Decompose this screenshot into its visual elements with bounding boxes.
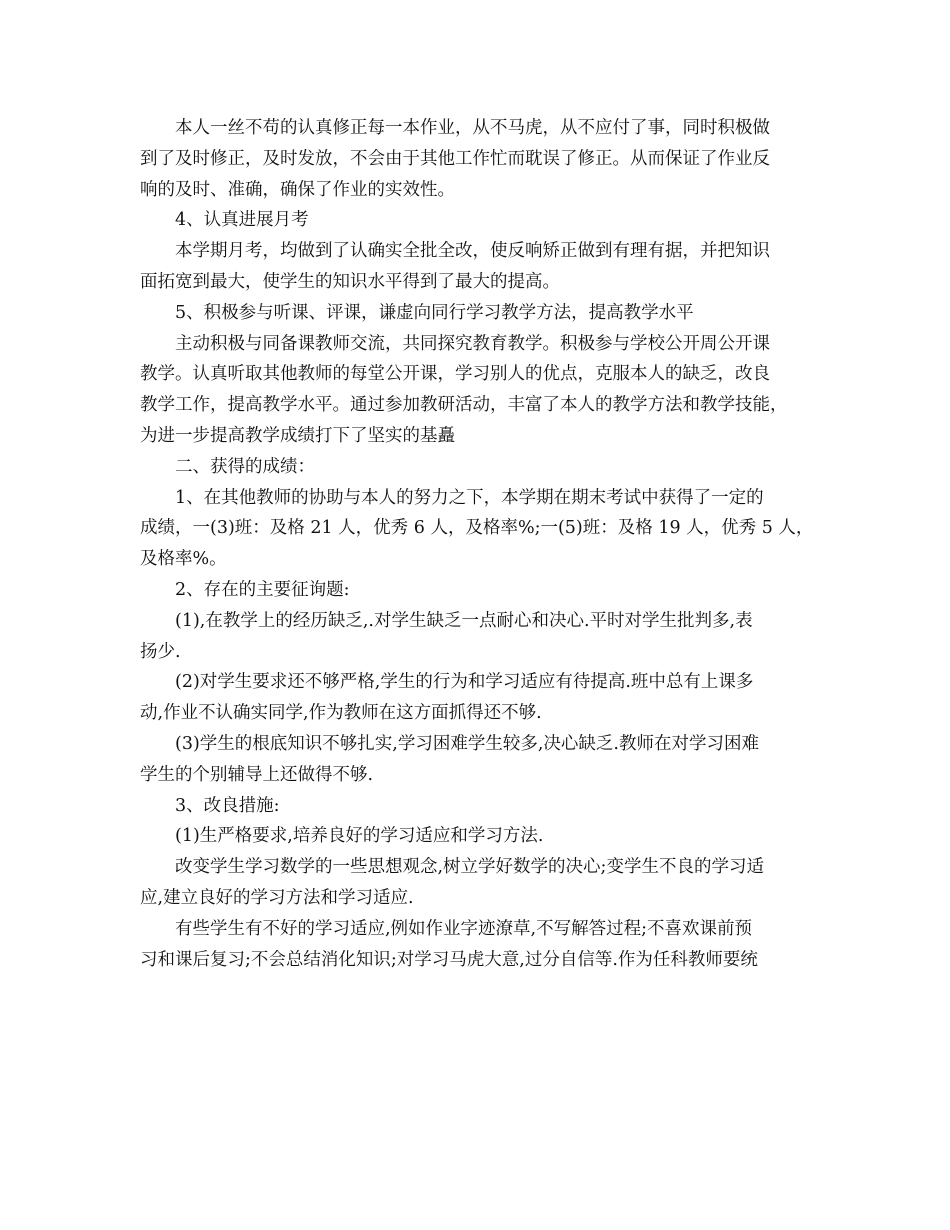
paragraph-line: 教学工作，提高教学水平。通过参加教研活动，丰富了本人的教学方法和教学技能，	[140, 395, 788, 416]
paragraph-line: 应,建立良好的学习方法和学习适应.	[140, 887, 414, 908]
paragraph-line: (3)学生的根底知识不够扎实,学习困难学生较多,决心缺乏.教师在对学习困难	[175, 733, 759, 754]
section-heading: 5、积极参与听课、评课，谦虚向同行学习教学方法，提高教学水平	[175, 302, 694, 323]
section-heading: 3、改良措施:	[175, 795, 280, 816]
paragraph-line: 改变学生学习数学的一些思想观念,树立学好数学的决心;变学生不良的学习适	[175, 857, 764, 878]
paragraph-line: (1),在教学上的经历缺乏,.对学生缺乏一点耐心和决心.平时对学生批判多,表	[175, 610, 753, 631]
paragraph-line: 响的及时、准确，确保了作业的实效性。	[140, 179, 455, 200]
paragraph-line: 到了及时修正，及时发放，不会由于其他工作忙而耽误了修正。从而保证了作业反	[140, 148, 770, 169]
paragraph-line: 本人一丝不苟的认真修正每一本作业，从不马虎，从不应付了事，同时积极做	[175, 118, 770, 138]
paragraph-line: 动,作业不认确实同学,作为教师在这方面抓得还不够.	[140, 703, 542, 724]
section-heading: 2、存在的主要征询题:	[175, 579, 350, 600]
section-heading: 二、获得的成绩：	[175, 456, 315, 477]
paragraph-line: 为进一步提高教学成绩打下了坚实的基矗	[140, 425, 455, 446]
paragraph-line: 主动积极与同备课教师交流，共同探究教育教学。积极参与学校公开周公开课	[175, 333, 770, 354]
paragraph-line: 本学期月考，均做到了认确实全批全改，使反响矫正做到有理有据，并把知识	[175, 241, 770, 262]
paragraph-line: 学生的个别辅导上还做得不够.	[140, 764, 374, 785]
paragraph-line: 习和课后复习;不会总结消化知识;对学习马虎大意,过分自信等.作为任科教师要统	[140, 949, 758, 970]
document-body	[140, 113, 830, 975]
paragraph-line: (1)生严格要求,培养良好的学习适应和学习方法.	[175, 826, 544, 847]
paragraph-line: 有些学生有不好的学习适应,例如作业字迹潦草,不写解答过程;不喜欢课前预	[175, 918, 753, 939]
paragraph-line: 及格率%。	[140, 549, 227, 570]
paragraph-line: 教学。认真听取其他教师的每堂公开课，学习别人的优点，克服本人的缺乏，改良	[140, 364, 770, 385]
paragraph-line: 成绩，一(3)班：及格 21 人，优秀 6 人，及格率%;一(5)班：及格 19 人，优秀 5 人，	[140, 518, 814, 539]
section-heading: 4、认真进展月考	[175, 210, 309, 231]
paragraph-line: 1、在其他教师的协助与本人的努力之下，本学期在期末考试中获得了一定的	[175, 487, 764, 508]
paragraph-line: 扬少.	[140, 641, 181, 662]
paragraph-line: (2)对学生要求还不够严格,学生的行为和学习适应有待提高.班中总有上课多	[175, 672, 754, 693]
paragraph-line: 面拓宽到最大，使学生的知识水平得到了最大的提高。	[140, 271, 560, 292]
